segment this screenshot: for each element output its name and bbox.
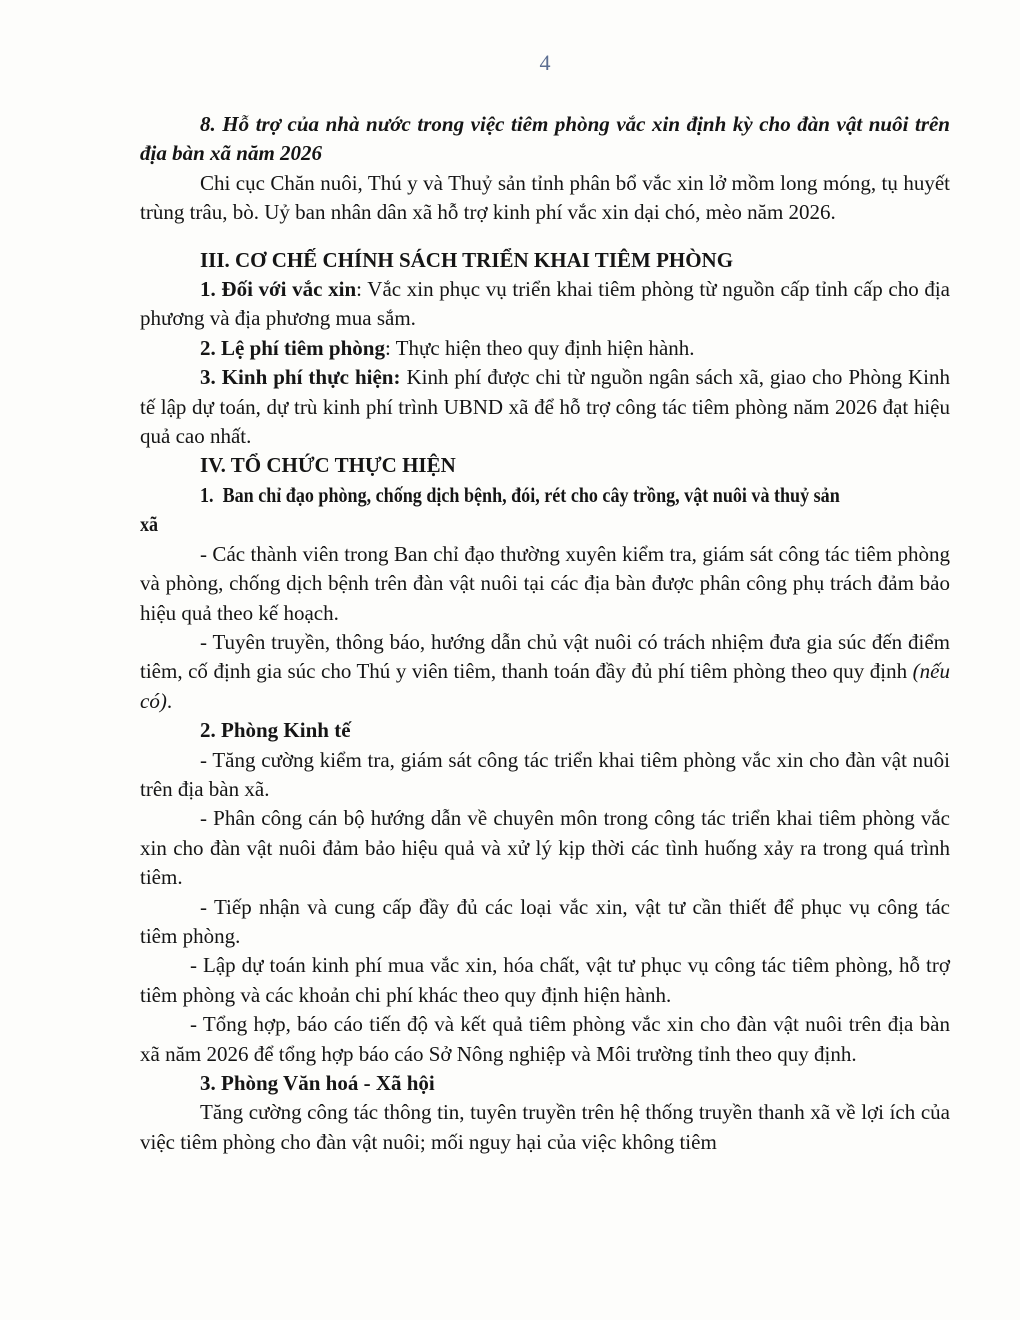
dash-paragraph-propaganda-italic: (nếu có): [140, 659, 950, 713]
subsection-heading-1-line1: [140, 481, 950, 510]
section-heading-iv: IV. TỔ CHỨC THỰC HIỆN: [200, 453, 456, 478]
subsection-heading-2: 2. Phòng Kinh tế: [200, 718, 351, 743]
item-1-label: 1. Đối với vắc xin: [200, 277, 357, 302]
item-2-text: : Thực hiện theo quy định hiện hành.: [384, 335, 695, 360]
subsection-heading-1-text: 1. Ban chỉ đạo phòng, chống dịch bệnh, đói, rét cho cây trồng, vật nuôi và thuỷ sản: [200, 482, 840, 507]
page-number: 4: [539, 50, 551, 75]
dash-paragraph-supply: - Tiếp nhận và cung cấp đầy đủ các loại vắc xin, vật tư cần thiết để phục vụ công tác tiêm phòng.: [140, 894, 950, 948]
numbered-item-1: [140, 275, 950, 334]
section-heading-iii: III. CƠ CHẾ CHÍNH SÁCH TRIỂN KHAI TIÊM PHÒNG: [200, 247, 734, 272]
subsection-heading-3: 3. Phòng Văn hoá - Xã hội: [200, 1071, 435, 1095]
dash-paragraph-assignment: - Phân công cán bộ hướng dẫn về chuyên môn trong công tác triển khai tiêm phòng vắc xin cho đàn vật nuôi đảm bảo hiệu quả và xử lý kịp thời các tình huống xảy ra trong quá trình tiêm.: [140, 806, 950, 890]
item-2-label: 2. Lệ phí tiêm phòng: [200, 335, 385, 360]
dash-paragraph-propaganda: [140, 628, 950, 716]
dash-paragraph-propaganda-post: .: [166, 688, 173, 713]
item-1-text: : Vắc xin phục vụ triển khai tiêm phòng từ nguồn cấp tỉnh cấp cho địa phương và địa phương mua sắm.: [140, 277, 951, 331]
item-3-text: Kinh phí được chi từ nguồn ngân sách xã, giao cho Phòng Kinh tế lập dự toán, dự trù kinh phí trình UBND xã để hỗ trợ công tác tiêm phòng năm 2026 đạt hiệu quả cao nhất.: [140, 365, 950, 449]
dash-paragraph-report: - Tổng hợp, báo cáo tiến độ và kết quả tiêm phòng vắc xin cho đàn vật nuôi trên địa bàn xã năm 2026 để tổng hợp báo cáo Sở Nông nghiệp và Môi trường tỉnh theo quy định.: [140, 1012, 950, 1066]
numbered-item-2: [140, 334, 950, 363]
subsection-heading-1-line2: [140, 510, 950, 539]
subsection-heading-8: 8. Hỗ trợ của nhà nước trong việc tiêm phòng vắc xin định kỳ cho đàn vật nuôi trên địa bàn xã năm 2026: [140, 112, 950, 166]
numbered-item-3: [140, 363, 950, 451]
dash-paragraph-propaganda-pre: - Tuyên truyền, thông báo, hướng dẫn chủ vật nuôi có trách nhiệm đưa gia súc đến điểm tiêm, cố định gia súc cho Thú y viên tiêm, thanh toán đầy đủ phí tiêm phòng theo quy định: [140, 629, 950, 684]
dash-paragraph-members: - Các thành viên trong Ban chỉ đạo thường xuyên kiểm tra, giám sát công tác tiêm phòng và phòng, chống dịch bệnh trên đàn vật nuôi tại các địa bàn được phân công phụ trách đảm bảo hiệu quả theo kế hoạch.: [140, 541, 950, 625]
dash-paragraph-inspection: - Tăng cường kiểm tra, giám sát công tác triển khai tiêm phòng vắc xin cho đàn vật nuôi trên địa bàn xã.: [140, 747, 950, 801]
paragraph-communication: Tăng cường công tác thông tin, tuyên truyền trên hệ thống truyền thanh xã về lợi ích của việc tiêm phòng cho đàn vật nuôi; mối nguy hại của việc không tiêm: [140, 1100, 950, 1154]
subsection-heading-1-carryover: xã: [140, 512, 159, 537]
dash-paragraph-budget: - Lập dự toán kinh phí mua vắc xin, hóa chất, vật tư phục vụ công tác tiêm phòng, hỗ trợ tiêm phòng và các khoản chi phí khác theo quy định hiện hành.: [140, 953, 950, 1007]
paragraph-chi-cuc: Chi cục Chăn nuôi, Thú y và Thuỷ sản tỉnh phân bổ vắc xin lở mồm long móng, tụ huyết trùng trâu, bò. Uỷ ban nhân dân xã hỗ trợ kinh phí vắc xin dại chó, mèo năm 2026.: [140, 170, 950, 225]
item-3-label: 3. Kinh phí thực hiện:: [200, 365, 401, 390]
